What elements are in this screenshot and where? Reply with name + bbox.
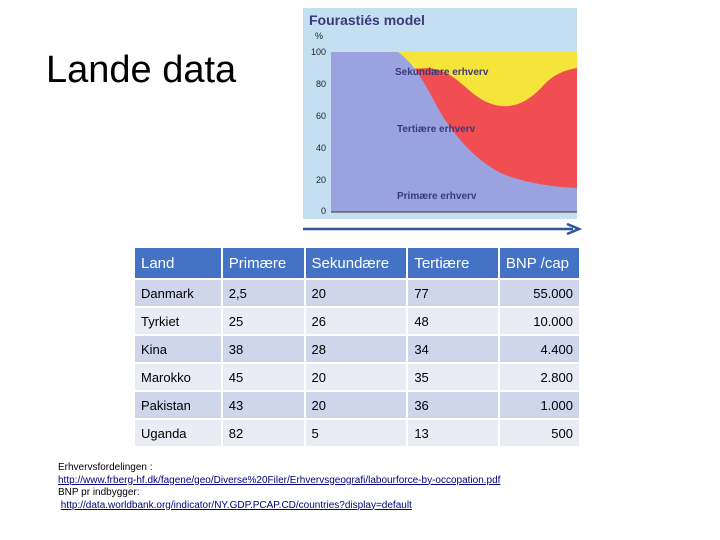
- cell-sekundaere: 20: [306, 392, 407, 418]
- link-erhvervsfordeling[interactable]: http://www.frberg-hf.dk/fagene/geo/Diverse%20Filer/Erhvervsgeografi/labourforce-by-occopation.pdf: [58, 474, 501, 486]
- link-worldbank-bnp[interactable]: http://data.worldbank.org/indicator/NY.GDP.PCAP.CD/countries?display=default: [60, 499, 412, 511]
- secondary-label: Sekundære erhverv: [395, 67, 489, 78]
- primary-label: Primære erhverv: [397, 191, 477, 202]
- cell-land: Uganda: [135, 420, 221, 446]
- y-tick: 100: [310, 47, 326, 57]
- y-tick: 40: [315, 143, 326, 153]
- cell-tertiaere: 13: [408, 420, 498, 446]
- y-tick: 0: [320, 206, 326, 216]
- cell-tertiaere: 34: [408, 336, 498, 362]
- cell-bnp-cap: 10.000: [500, 308, 579, 334]
- cell-land: Danmark: [135, 280, 221, 306]
- cell-sekundaere: 20: [306, 280, 407, 306]
- table-row: [135, 420, 579, 446]
- cell-primaere: 38: [223, 336, 304, 362]
- cell-primaere: 2,5: [223, 280, 304, 306]
- header-bnp-cap: BNP /cap: [500, 248, 579, 278]
- notes-heading-erhverv: Erhvervsfordelingen :: [58, 462, 153, 473]
- table-row: [135, 336, 579, 362]
- y-tick: 20: [315, 175, 326, 185]
- time-arrow: [303, 223, 583, 235]
- table-row: [135, 364, 579, 390]
- header-sekundaere: Sekundære: [306, 248, 407, 278]
- cell-land: Kina: [135, 336, 221, 362]
- cell-sekundaere: 20: [306, 364, 407, 390]
- cell-primaere: 25: [223, 308, 304, 334]
- cell-bnp-cap: 55.000: [500, 280, 579, 306]
- header-primaere: Primære: [223, 248, 304, 278]
- cell-bnp-cap: 1.000: [500, 392, 579, 418]
- cell-tertiaere: 48: [408, 308, 498, 334]
- cell-sekundaere: 5: [306, 420, 407, 446]
- cell-land: Pakistan: [135, 392, 221, 418]
- cell-bnp-cap: 500: [500, 420, 579, 446]
- country-data-table: [133, 246, 581, 448]
- slide-title: Lande data: [46, 49, 237, 91]
- notes-heading-bnp: BNP pr indbygger:: [58, 487, 140, 498]
- header-tertiaere: Tertiære: [408, 248, 498, 278]
- cell-sekundaere: 28: [306, 336, 407, 362]
- table-row: [135, 392, 579, 418]
- y-tick: 60: [315, 111, 326, 121]
- table-row: [135, 308, 579, 334]
- cell-tertiaere: 35: [408, 364, 498, 390]
- cell-tertiaere: 77: [408, 280, 498, 306]
- y-tick: 80: [315, 79, 326, 89]
- tertiary-label: Tertiære erhverv: [397, 124, 476, 135]
- table-row: [135, 280, 579, 306]
- cell-primaere: 43: [223, 392, 304, 418]
- cell-bnp-cap: 2.800: [500, 364, 579, 390]
- cell-land: Marokko: [135, 364, 221, 390]
- cell-sekundaere: 26: [306, 308, 407, 334]
- cell-bnp-cap: 4.400: [500, 336, 579, 362]
- cell-land: Tyrkiet: [135, 308, 221, 334]
- cell-primaere: 82: [223, 420, 304, 446]
- fourastie-model-figure: [303, 8, 577, 219]
- y-unit-label: %: [315, 31, 324, 41]
- figure-title: Fourastiés model: [309, 12, 425, 28]
- cell-tertiaere: 36: [408, 392, 498, 418]
- table-header-row: [135, 248, 579, 278]
- header-land: Land: [135, 248, 221, 278]
- cell-primaere: 45: [223, 364, 304, 390]
- source-notes: [58, 462, 658, 512]
